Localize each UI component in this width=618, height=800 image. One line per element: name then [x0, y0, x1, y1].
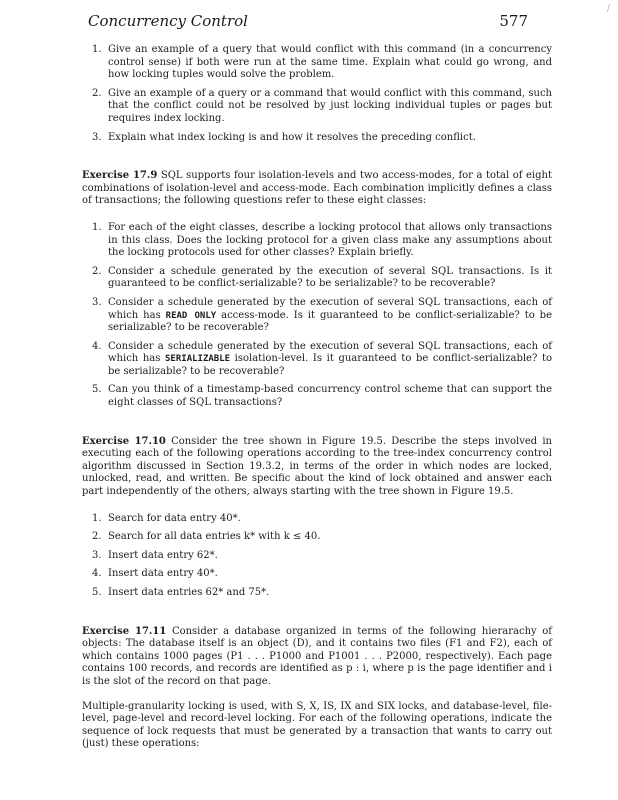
exercise-17-11: Exercise 17.11 Consider a database organized in terms of the following hierarachy of objects: The database itself is an object (D), and it contains two files (F1 and F2), each of which contains 1000 pages (P1 . . . P1000 and P1001 . . . P2000, respectively). Each page contains 100 records, and records are identified as p : i, where p is the page identifier and i is the slot of the record on that page.	[82, 625, 552, 687]
exercise-17-9-list	[82, 222, 552, 410]
list-item: 2. Consider a schedule generated by the execution of several SQL transactions. Is it guaranteed to be conflict-serializable? to be serializable? to be recoverable?	[92, 265, 552, 290]
exercise-17-11-paragraph: Multiple-granularity locking is used, with S, X, IS, IX and SIX locks, and database-level, file-level, page-level and record-level locking. For each of the following operations, indicate the sequence of lock requests that must be generated by a transaction that wants to carry out (just) these operations:	[82, 700, 552, 750]
list-item: 2. Give an example of a query or a command that would conflict with this command, such that the conflict could not be resolved by just locking individual tuples or pages but requires index locking.	[92, 87, 552, 124]
exercise-17-9: Exercise 17.9 SQL supports four isolation-levels and two access-modes, for a total of eight combinations of isolation-level and access-mode. Each combination implicitly defines a class of transactions; the following questions refer to these eight classes:	[82, 170, 552, 207]
list-item: 3. Insert data entry 62*.	[92, 549, 218, 561]
list-item: 3. Explain what index locking is and how it resolves the preceding conflict.	[92, 131, 476, 143]
running-title: Concurrency Control	[88, 12, 248, 30]
list-item: 3. Consider a schedule generated by the execution of several SQL transactions, each of which has READ ONLY access-mode. Is it guaranteed to be conflict-serializable? to be serializable? to be recoverable?	[92, 296, 552, 334]
list-item: 1. Search for data entry 40*.	[92, 512, 241, 524]
page-number: 577	[499, 12, 528, 30]
list-item: 1. For each of the eight classes, describe a locking protocol that allows only transactions in this class. Does the locking protocol for a given class make any assumptions about the locking protocols used for other classes? Explain briefly.	[92, 221, 552, 259]
list-a	[82, 44, 552, 144]
list-item: 1. Give an example of a query that would conflict with this command (in a concurrency control sense) if both were run at the same time. Explain what could go wrong, and how locking tuples would solve the problem.	[92, 44, 552, 81]
list-item: 5. Insert data entries 62* and 75*.	[92, 587, 270, 598]
page-header	[88, 12, 528, 34]
list-item: 5. Can you think of a timestamp-based concurrency control scheme that can support the eight classes of SQL transactions?	[92, 384, 552, 409]
list-item: 2. Search for all data entries k* with k ≤ 40.	[92, 531, 321, 543]
list-item: 4. Insert data entry 40*.	[92, 568, 218, 580]
exercise-17-10-list	[82, 513, 552, 600]
page-body	[82, 44, 552, 751]
margin-mark: /	[606, 4, 610, 14]
exercise-17-10: Exercise 17.10 Consider the tree shown in Figure 19.5. Describe the steps involved in executing each of the following operations according to the tree-index concurrency control algorithm discussed in Section 19.3.2, in terms of the order in which nodes are locked, unlocked, read, and written. Be specific about the kind of lock obtained and answer each part independently of the others, always starting with the tree shown in Figure 19.5.	[82, 435, 552, 498]
list-item: 4. Consider a schedule generated by the execution of several SQL transactions, each of which has SERIALIZABLE isolation-level. Is it guaranteed to be conflict-serializable? to be serializable? to be recoverable?	[92, 340, 552, 377]
